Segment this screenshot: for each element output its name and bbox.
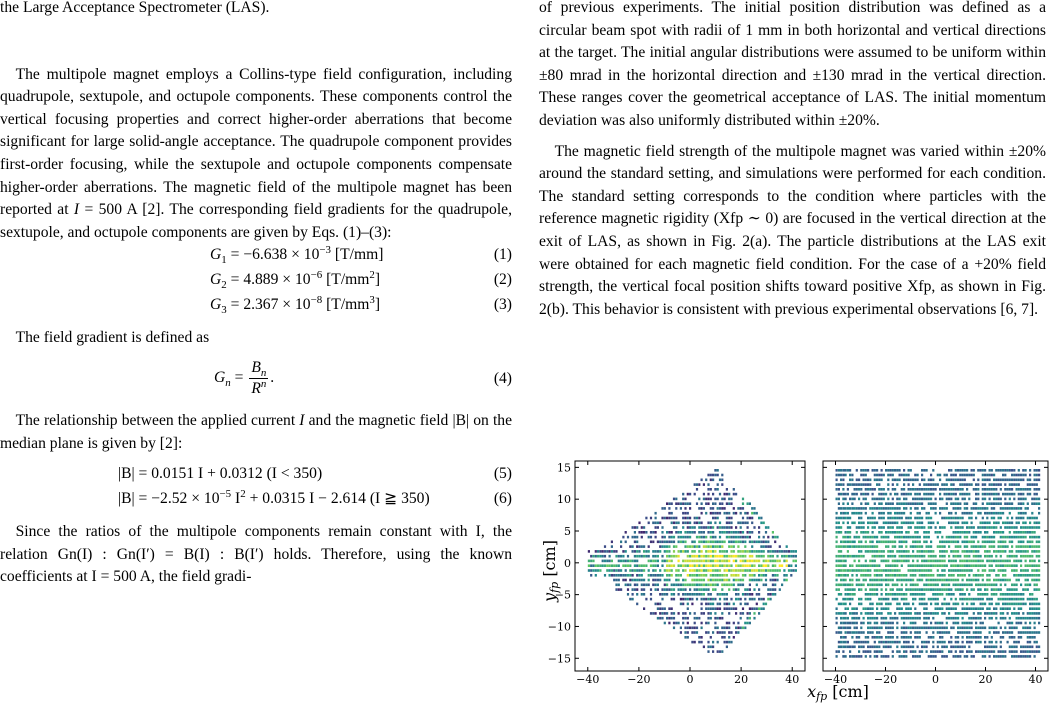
- equation-3: $G_3 = 2.367 \times 10^{-8}$ $[T/mm^3]$ (3): [210, 294, 512, 317]
- equation-1: $G_1 = -6.638 \times 10^{-3}$ [T/mm] (1): [210, 244, 512, 267]
- x-axis-label: xfp [cm]: [807, 682, 869, 703]
- x-tick-label: −40: [576, 673, 600, 686]
- y-axis-label: yfp [cm]: [540, 540, 561, 602]
- equation-5: |B| = 0.0151 I + 0.0312 (I < 350) (5): [118, 465, 512, 483]
- y-tick-label: 0: [564, 556, 571, 570]
- figure-2-heatmaps: [533, 455, 1053, 705]
- y-tick-label: −5: [554, 588, 571, 602]
- paragraph-field-strength: The magnetic field strength of the multipole magnet was varied within ±20% around the standard setting, and simulations were performed for each condition. The standard setting corresponds to the condition where particles with the reference magnetic rigidity (Xfp ∼ 0) are focused in the vertical direction at the exit of LAS, as shown in Fig. 2(a). The particle distributions at the LAS exit were obtained for each magnetic field condition. For the case of a +20% field strength, the vertical focal position shifts toward positive Xfp, as shown in Fig. 2(b). This behavior is consistent with previous experimental observations [6, 7].: [539, 142, 1046, 318]
- paragraph-ratios: Since the ratios of the multipole components remain constant with I, the relation Gn(I) : Gn(I′) = B(I) : B(I′) holds. Therefore, using the known coefficients at I = 500 A, the field gradi-: [0, 523, 512, 586]
- y-tick-label: 5: [564, 525, 571, 538]
- y-tick-label: −10: [547, 620, 571, 634]
- y-tick-label: 15: [557, 461, 571, 475]
- left-column: [0, 0, 512, 589]
- paragraph-current: The relationship between the applied current I and the magnetic field |B| on the median plane is given by [2]:: [0, 411, 512, 452]
- y-tick-label: −15: [547, 652, 571, 666]
- axes-ticks: [548, 461, 1048, 686]
- paragraph-multipole: The multipole magnet employs a Collins-type field configuration, including quadrupole, sextupole, and octupole components. These components control the vertical focusing properties and correct higher-order aberrations that become significant for large solid-angle acceptance. The quadrupole component provides first-order focusing, while the sextupole and octupole components compensate higher-order aberrations. The magnetic field of the multipole magnet has been reported at I = 500 A [2]. The corresponding field gradients for the quadrupole, sextupole, and octupole components are given by Eqs. (1)–(3):: [0, 65, 512, 241]
- x-tick-label: 20: [734, 673, 749, 686]
- right-column: [539, 0, 1046, 321]
- heatmap-panel-a: [588, 469, 797, 653]
- equation-6: $|B| = -2.52 \times 10^{-5}$ $I^2 + 0.0315$ I − 2.614 (I ≧ 350) (6): [118, 487, 512, 508]
- x-tick-label: 0: [686, 673, 694, 686]
- x-tick-label: 40: [1028, 673, 1043, 686]
- x-tick-label: −20: [627, 673, 651, 686]
- paragraph-initial-distribution: of previous experiments. The initial position distribution was defined as a circular beam spot with radii of 1 mm in both horizontal and vertical directions at the target. The initial angular distributions were assumed to be uniform within ±80 mrad in the horizontal direction and ±130 mrad in the vertical direction. These ranges cover the geometrical acceptance of LAS. The initial momentum deviation was also uniformly distributed within ±20%.: [539, 0, 1046, 129]
- x-tick-label: 20: [978, 673, 993, 686]
- intro-tail: the Large Acceptance Spectrometer (LAS).: [0, 0, 270, 16]
- x-tick-label: −40: [823, 673, 848, 686]
- y-tick-label: 10: [557, 493, 571, 507]
- x-tick-label: −20: [873, 673, 898, 686]
- heatmap-panel-b: [836, 469, 1041, 658]
- x-tick-label: 40: [785, 673, 800, 686]
- x-tick-label: 0: [932, 673, 939, 686]
- equation-2: $G_2 = 4.889 \times 10^{-6}$ $[T/mm^2]$ (2): [210, 269, 512, 292]
- equation-4: $G_n$ = $\frac{B_n}{R^n}$ . (4): [214, 358, 512, 397]
- paragraph-gradient-def: The field gradient is defined as: [15, 329, 210, 347]
